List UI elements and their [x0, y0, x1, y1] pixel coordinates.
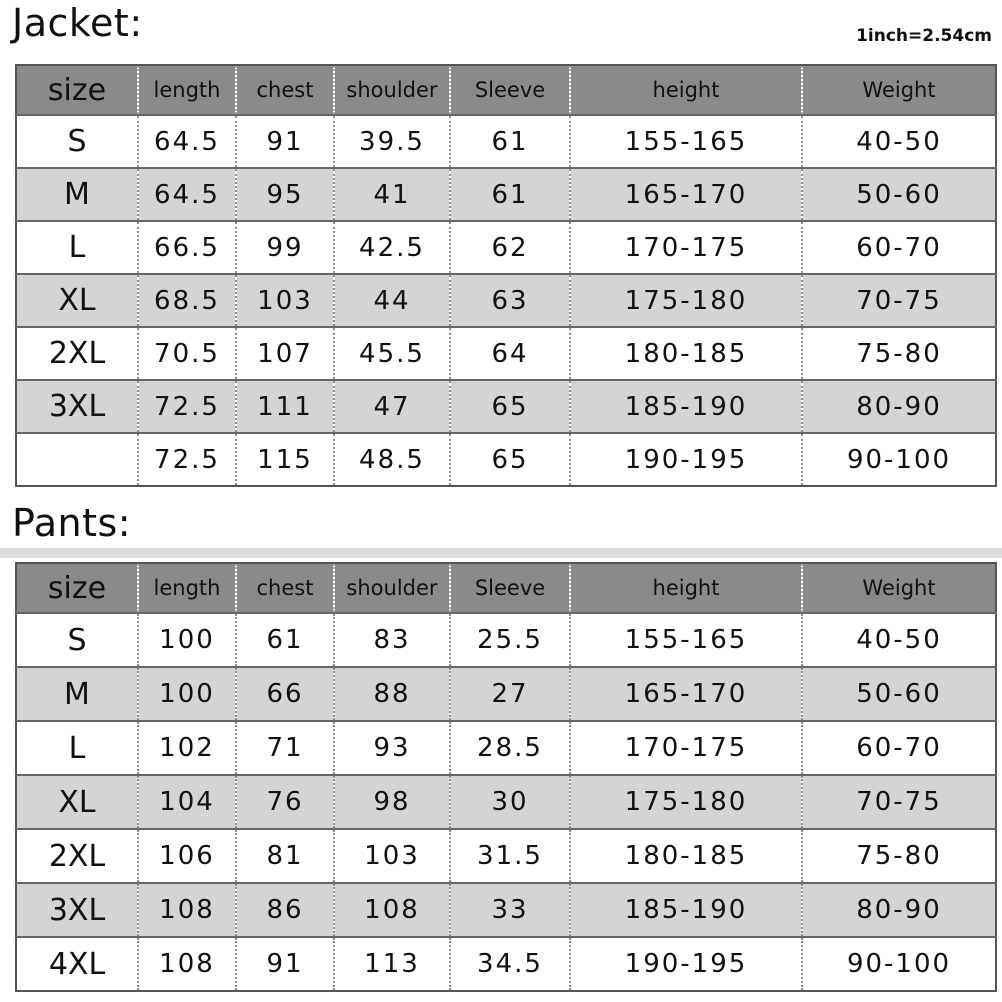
jacket-cell-length: 68.5: [138, 274, 236, 327]
jacket-cell-sleeve: 63: [450, 274, 570, 327]
jacket-cell-height: 175-180: [570, 274, 802, 327]
pants-cell-size: 3XL: [48, 892, 106, 928]
jacket-cell-length: 64.5: [138, 115, 236, 168]
jacket-size-row: [16, 380, 996, 433]
pants-cell-weight: 50-60: [802, 667, 996, 721]
pants-cell-shoulder: 93: [334, 721, 450, 775]
pants-cell-size: M: [64, 676, 90, 712]
jacket-header-height: height: [570, 65, 802, 115]
pants-cell-sleeve: 30: [450, 775, 570, 829]
jacket-cell-size: 2XL: [48, 336, 106, 371]
pants-cell-sleeve: 31.5: [450, 829, 570, 883]
pants-cell-height: 185-190: [570, 883, 802, 937]
pants-cell-length: 100: [138, 667, 236, 721]
pants-cell-chest: 76: [236, 775, 334, 829]
jacket-cell-chest: 91: [236, 115, 334, 168]
jacket-cell-sleeve: 64: [450, 327, 570, 380]
pants-cell-chest: 86: [236, 883, 334, 937]
pants-header-length: length: [138, 563, 236, 613]
pants-cell-weight: 60-70: [802, 721, 996, 775]
jacket-cell-length: 72.5: [138, 380, 236, 433]
jacket-cell-size: XL: [58, 283, 96, 318]
pants-cell-sleeve: 33: [450, 883, 570, 937]
pants-header-sleeve: Sleeve: [450, 563, 570, 613]
pants-size-row: [16, 613, 996, 667]
pants-cell-height: 190-195: [570, 937, 802, 991]
jacket-cell-height: 170-175: [570, 221, 802, 274]
pants-cell-weight: 80-90: [802, 883, 996, 937]
jacket-cell-sleeve: 62: [450, 221, 570, 274]
jacket-size-row: [16, 327, 996, 380]
jacket-cell-weight: 90-100: [802, 433, 996, 486]
pants-header-height: height: [570, 563, 802, 613]
jacket-cell-chest: 103: [236, 274, 334, 327]
jacket-header-size: size: [47, 72, 107, 108]
pants-cell-shoulder: 103: [334, 829, 450, 883]
jacket-size-row: [16, 274, 996, 327]
jacket-cell-chest: 95: [236, 168, 334, 221]
jacket-size-row: [16, 221, 996, 274]
pants-cell-chest: 61: [236, 613, 334, 667]
pants-cell-length: 108: [138, 937, 236, 991]
jacket-size-table: [15, 64, 997, 487]
pants-header-weight: Weight: [802, 563, 996, 613]
jacket-header-row: [16, 65, 996, 115]
jacket-cell-shoulder: 41: [334, 168, 450, 221]
pants-cell-shoulder: 88: [334, 667, 450, 721]
jacket-cell-weight: 75-80: [802, 327, 996, 380]
jacket-cell-weight: 40-50: [802, 115, 996, 168]
jacket-cell-weight: 60-70: [802, 221, 996, 274]
pants-cell-weight: 70-75: [802, 775, 996, 829]
jacket-size-row: [16, 115, 996, 168]
jacket-header-weight: Weight: [802, 65, 996, 115]
jacket-size-row: [16, 168, 996, 221]
jacket-size-row: [16, 433, 996, 486]
pants-header-row: [16, 563, 996, 613]
jacket-cell-weight: 50-60: [802, 168, 996, 221]
jacket-cell-shoulder: 47: [334, 380, 450, 433]
pants-size-row: [16, 829, 996, 883]
pants-cell-chest: 71: [236, 721, 334, 775]
pants-cell-weight: 75-80: [802, 829, 996, 883]
jacket-cell-weight: 70-75: [802, 274, 996, 327]
jacket-cell-height: 165-170: [570, 168, 802, 221]
jacket-cell-shoulder: 39.5: [334, 115, 450, 168]
pants-cell-height: 180-185: [570, 829, 802, 883]
jacket-header-length: length: [138, 65, 236, 115]
pants-header-chest: chest: [236, 563, 334, 613]
jacket-cell-shoulder: 42.5: [334, 221, 450, 274]
pants-header-shoulder: shoulder: [334, 563, 450, 613]
jacket-cell-chest: 107: [236, 327, 334, 380]
unit-conversion-note: 1inch=2.54cm: [856, 26, 992, 46]
jacket-cell-size: M: [64, 177, 90, 212]
jacket-table-body: [16, 115, 996, 486]
pants-size-row: [16, 937, 996, 991]
jacket-cell-sleeve: 61: [450, 168, 570, 221]
pants-size-row: [16, 721, 996, 775]
jacket-cell-length: 70.5: [138, 327, 236, 380]
pants-table-body: [16, 613, 996, 991]
pants-cell-size: 2XL: [48, 838, 106, 874]
pants-cell-shoulder: 108: [334, 883, 450, 937]
pants-cell-length: 106: [138, 829, 236, 883]
pants-cell-height: 175-180: [570, 775, 802, 829]
jacket-cell-sleeve: 61: [450, 115, 570, 168]
jacket-cell-height: 180-185: [570, 327, 802, 380]
pants-cell-size: S: [67, 622, 87, 658]
pants-cell-shoulder: 83: [334, 613, 450, 667]
pants-size-row: [16, 667, 996, 721]
pants-cell-height: 170-175: [570, 721, 802, 775]
jacket-header-shoulder: shoulder: [334, 65, 450, 115]
pants-cell-size: L: [68, 730, 86, 766]
pants-cell-chest: 81: [236, 829, 334, 883]
jacket-cell-chest: 99: [236, 221, 334, 274]
pants-cell-length: 104: [138, 775, 236, 829]
pants-cell-length: 108: [138, 883, 236, 937]
jacket-cell-shoulder: 48.5: [334, 433, 450, 486]
jacket-cell-sleeve: 65: [450, 380, 570, 433]
pants-cell-weight: 90-100: [802, 937, 996, 991]
jacket-header-chest: chest: [236, 65, 334, 115]
jacket-cell-length: 64.5: [138, 168, 236, 221]
jacket-cell-height: 155-165: [570, 115, 802, 168]
pants-size-table: [15, 562, 997, 992]
pants-cell-sleeve: 28.5: [450, 721, 570, 775]
pants-cell-size: XL: [58, 784, 96, 820]
pants-cell-sleeve: 25.5: [450, 613, 570, 667]
jacket-cell-shoulder: 45.5: [334, 327, 450, 380]
jacket-cell-size: [16, 433, 138, 486]
pants-size-row: [16, 775, 996, 829]
pants-cell-shoulder: 98: [334, 775, 450, 829]
jacket-cell-height: 185-190: [570, 380, 802, 433]
pants-cell-length: 102: [138, 721, 236, 775]
jacket-cell-chest: 111: [236, 380, 334, 433]
pants-cell-length: 100: [138, 613, 236, 667]
pants-cell-shoulder: 113: [334, 937, 450, 991]
pants-cell-height: 155-165: [570, 613, 802, 667]
jacket-cell-length: 72.5: [138, 433, 236, 486]
jacket-cell-shoulder: 44: [334, 274, 450, 327]
pants-cell-sleeve: 27: [450, 667, 570, 721]
pants-cell-chest: 91: [236, 937, 334, 991]
pants-cell-sleeve: 34.5: [450, 937, 570, 991]
pants-cell-height: 165-170: [570, 667, 802, 721]
jacket-header-sleeve: Sleeve: [450, 65, 570, 115]
jacket-cell-weight: 80-90: [802, 380, 996, 433]
pants-size-row: [16, 883, 996, 937]
pants-section-title: Pants:: [12, 501, 132, 545]
pants-header-size: size: [47, 570, 107, 606]
jacket-cell-sleeve: 65: [450, 433, 570, 486]
jacket-cell-chest: 115: [236, 433, 334, 486]
jacket-section-title: Jacket:: [12, 1, 143, 45]
pants-section-band: [0, 548, 1002, 558]
jacket-cell-height: 190-195: [570, 433, 802, 486]
pants-cell-weight: 40-50: [802, 613, 996, 667]
jacket-cell-size: S: [67, 124, 87, 159]
jacket-cell-size: L: [68, 230, 86, 265]
jacket-cell-length: 66.5: [138, 221, 236, 274]
pants-cell-chest: 66: [236, 667, 334, 721]
jacket-cell-size: 3XL: [48, 389, 106, 424]
pants-cell-size: 4XL: [48, 946, 106, 982]
